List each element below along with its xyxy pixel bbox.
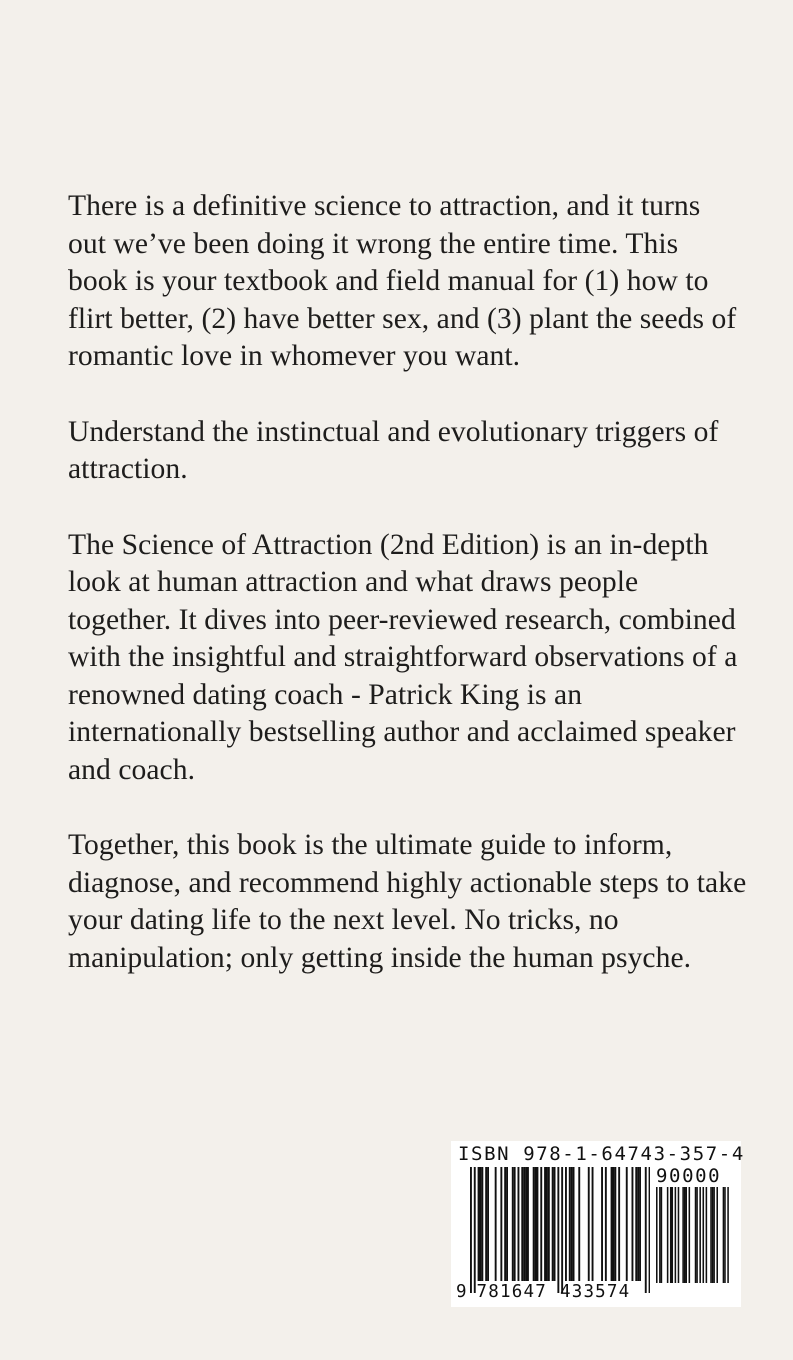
barcode-bar <box>605 1167 607 1281</box>
barcode-bar <box>601 1167 603 1281</box>
addon-bar <box>656 1187 658 1283</box>
addon-bar <box>667 1187 669 1283</box>
barcode-bar <box>578 1167 580 1281</box>
barcode-bar <box>506 1167 508 1281</box>
barcode-bar <box>523 1167 525 1281</box>
barcode-bar <box>480 1167 482 1281</box>
guard-bar <box>645 1167 647 1293</box>
addon-bar <box>678 1187 680 1283</box>
isbn-barcode <box>451 1141 745 1307</box>
addon-bar <box>689 1187 691 1283</box>
addon-bar <box>710 1187 712 1283</box>
addon-bar <box>695 1187 697 1283</box>
blurb-line: renowned dating coach - Patrick King is an <box>68 678 583 711</box>
addon-bar <box>675 1187 677 1283</box>
blurb-paragraph-2 <box>68 414 758 489</box>
guard-bar <box>474 1167 476 1293</box>
barcode-bar <box>637 1167 639 1281</box>
barcode-bar <box>521 1167 523 1281</box>
guard-bar <box>557 1167 559 1293</box>
barcode-bar <box>613 1167 615 1281</box>
barcode-bar <box>546 1167 548 1281</box>
blurb-line: manipulation; only getting inside the human psyche. <box>68 941 692 974</box>
addon-bar <box>727 1187 729 1283</box>
blurb-line: internationally bestselling author and acclaimed speaker <box>68 716 736 748</box>
blurb-line: romantic love in whomever you want. <box>68 340 521 372</box>
barcode-right-group: 433574 <box>559 1282 631 1302</box>
blurb-line: Together, this book is the ultimate guide to inform, <box>68 829 673 861</box>
barcode-bar <box>512 1167 514 1281</box>
barcode-bar <box>518 1167 520 1281</box>
barcode-bar <box>569 1167 571 1281</box>
blurb-paragraph-1 <box>68 188 758 376</box>
back-cover-blurb <box>68 188 758 1015</box>
barcode-bar <box>504 1167 506 1281</box>
barcode-bar <box>487 1167 489 1281</box>
price-addon-code: 90000 <box>656 1165 722 1187</box>
addon-bar <box>706 1187 708 1283</box>
addon-barcode-bars <box>656 1187 736 1285</box>
ean-barcode-bars <box>470 1167 650 1297</box>
barcode-bar <box>635 1167 637 1281</box>
addon-bar <box>724 1187 726 1283</box>
barcode-bar <box>481 1167 483 1281</box>
addon-bar <box>682 1187 684 1283</box>
addon-bar <box>684 1187 686 1283</box>
addon-bar <box>696 1187 698 1283</box>
blurb-line: your dating life to the next level. No tricks, no <box>68 904 619 936</box>
addon-bar <box>723 1187 725 1283</box>
barcode-first-digit: 9 <box>456 1282 467 1302</box>
barcode-bar <box>571 1167 573 1281</box>
blurb-line: out we’ve been doing it wrong the entire time. This <box>68 227 679 260</box>
barcode-bar <box>485 1167 487 1281</box>
barcode-bar <box>548 1167 550 1281</box>
addon-bar <box>713 1187 715 1283</box>
addon-bar <box>672 1187 674 1283</box>
barcode-bar <box>500 1167 502 1281</box>
barcode-bar <box>478 1167 480 1281</box>
barcode-bar <box>639 1167 641 1281</box>
barcode-bar <box>565 1167 567 1281</box>
blurb-line: flirt better, (2) have better sex, and (3) plant the seeds of <box>68 302 737 335</box>
barcode-bar <box>632 1167 634 1281</box>
barcode-bar <box>573 1167 575 1281</box>
blurb-line: together. It dives into peer-reviewed research, combined <box>68 603 736 636</box>
addon-bar <box>699 1187 701 1283</box>
addon-bar <box>670 1187 672 1283</box>
addon-bar <box>659 1187 661 1283</box>
guard-bar <box>649 1167 650 1293</box>
blurb-paragraph-4 <box>68 827 758 977</box>
blurb-line: with the insightful and straightforward observations of a <box>68 641 738 673</box>
blurb-line: look at human attraction and what draws people <box>68 566 639 598</box>
blurb-line: There is a definitive science to attraction, and it turns <box>68 190 701 222</box>
barcode-bar <box>614 1167 616 1281</box>
barcode-bar <box>525 1167 527 1281</box>
addon-bar <box>712 1187 714 1283</box>
barcode-digits <box>456 1282 630 1302</box>
barcode-bar <box>544 1167 546 1281</box>
barcode-bar <box>540 1167 542 1281</box>
guard-bar <box>561 1167 563 1293</box>
barcode-bar <box>535 1167 537 1281</box>
barcode-bar <box>552 1167 554 1281</box>
isbn-label: ISBN 978-1-64743-357-4 <box>458 1143 745 1165</box>
guard-bar <box>470 1167 472 1293</box>
blurb-line: The Science of Attraction (2nd Edition) is an in-depth <box>68 528 709 561</box>
barcode-bar <box>527 1167 529 1281</box>
blurb-line: and coach. <box>68 753 196 786</box>
barcode-bar <box>533 1167 535 1281</box>
barcode-bar <box>592 1167 594 1281</box>
addon-bar <box>716 1187 718 1283</box>
barcode-bar <box>537 1167 539 1281</box>
barcode-bar <box>554 1167 556 1281</box>
blurb-line: Understand the instinctual and evolutionary triggers of <box>68 415 719 448</box>
barcode-bar <box>626 1167 628 1281</box>
barcode-left-group: 781647 <box>476 1282 547 1302</box>
barcode-bar <box>618 1167 620 1281</box>
addon-bar <box>661 1187 663 1283</box>
barcode-bar <box>588 1167 590 1281</box>
blurb-line: book is your textbook and field manual for (1) how to <box>68 265 709 297</box>
barcode-bar <box>514 1167 516 1281</box>
addon-bar <box>703 1187 705 1283</box>
addon-bar <box>685 1187 687 1283</box>
blurb-paragraph-3 <box>68 527 758 790</box>
barcode-bar <box>495 1167 497 1281</box>
barcode-bar <box>611 1167 613 1281</box>
blurb-line: attraction. <box>68 453 188 485</box>
blurb-line: diagnose, and recommend highly actionable steps to take <box>68 866 747 899</box>
